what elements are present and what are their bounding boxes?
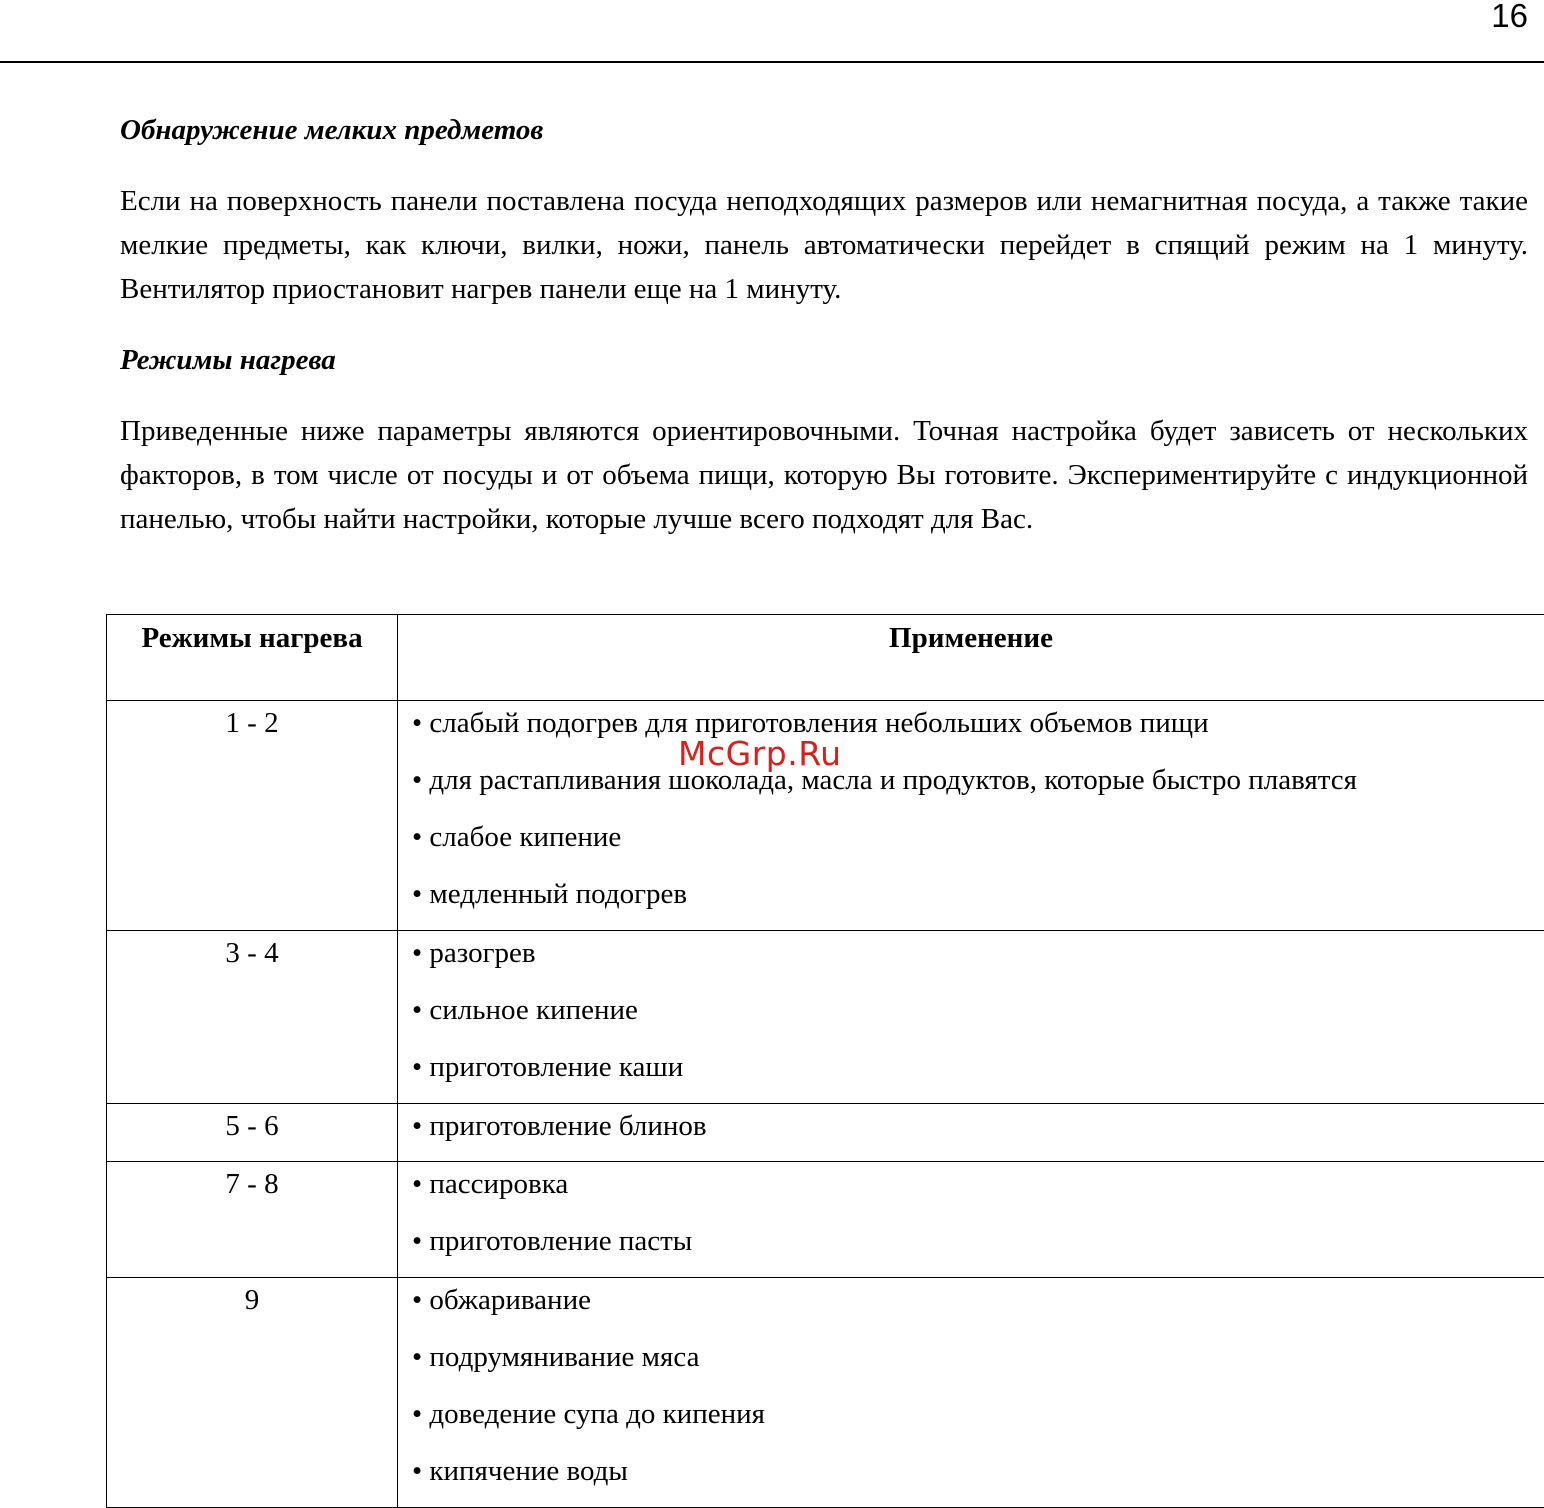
usage-item: • приготовление каши [412, 1048, 1544, 1086]
usage-cell [398, 1162, 1544, 1278]
usage-item: • приготовление блинов [412, 1107, 1544, 1145]
usage-item: • медленный подогрев [412, 875, 1544, 913]
header-usage: Применение [398, 615, 1544, 701]
header-rule [0, 61, 1544, 63]
usage-item: • подрумянивание мяса [412, 1338, 1544, 1376]
table-row [107, 1104, 1544, 1162]
usage-item: • для растапливания шоколада, масла и продуктов, которые быстро плавятся [412, 761, 1544, 799]
usage-item: • слабый подогрев для приготовления небольших объемов пищи [412, 704, 1544, 742]
usage-item: • доведение супа до кипения [412, 1395, 1544, 1433]
mode-cell: 7 - 8 [107, 1162, 398, 1278]
usage-item: • кипячение воды [412, 1452, 1544, 1490]
usage-cell [398, 701, 1544, 931]
mode-cell: 9 [107, 1278, 398, 1508]
usage-cell [398, 1104, 1544, 1162]
table-row [107, 1162, 1544, 1278]
mode-cell: 1 - 2 [107, 701, 398, 931]
table-header-row [107, 615, 1544, 701]
section-heading-heating-modes: Режимы нагрева [120, 344, 336, 376]
mode-cell: 5 - 6 [107, 1104, 398, 1162]
table-row [107, 931, 1544, 1104]
page-number: 16 [1491, 0, 1528, 34]
usage-cell [398, 1278, 1544, 1508]
paragraph-small-objects: Если на поверхность панели поставлена посуда неподходящих размеров или немагнитная посуда, а также такие мелкие предметы, как ключи, вилки, ножи, панель автоматически перейдет в спящий режим на 1 минуту. Вентилятор приостановит нагрев панели еще на 1 минуту. [120, 185, 1528, 305]
paragraph-heating-modes: Приведенные ниже параметры являются ориентировочными. Точная настройка будет зависеть от нескольких факторов, в том числе от посуды и от объема пищи, которую Вы готовите. Экспериментируйте с индукционной панелью, чтобы найти настройки, которые лучше всего подходят для Вас. [120, 415, 1528, 535]
usage-item: • слабое кипение [412, 818, 1544, 856]
usage-item: • приготовление пасты [412, 1222, 1544, 1260]
usage-item: • обжаривание [412, 1281, 1544, 1319]
usage-item: • разогрев [412, 934, 1544, 972]
usage-cell [398, 931, 1544, 1104]
mode-cell: 3 - 4 [107, 931, 398, 1104]
header-mode: Режимы нагрева [107, 615, 398, 701]
usage-item: • пассировка [412, 1165, 1544, 1203]
section-heading-small-objects: Обнаружение мелких предметов [120, 114, 544, 146]
watermark: McGrp.Ru [678, 734, 842, 773]
table-row [107, 1278, 1544, 1508]
usage-item: • сильное кипение [412, 991, 1544, 1029]
